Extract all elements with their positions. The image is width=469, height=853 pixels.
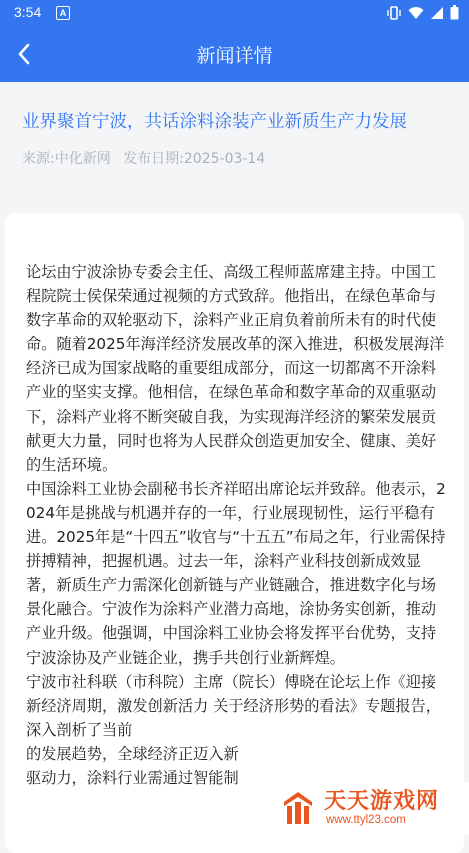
watermark	[272, 782, 469, 835]
watermark-url: www.ttyl23.com	[326, 814, 406, 826]
article-body	[26, 260, 450, 790]
article-card	[5, 213, 464, 853]
article-header	[0, 82, 469, 188]
app-bar	[0, 26, 469, 82]
cell-signal-icon	[430, 6, 444, 20]
article-paragraph: 宁波市社科联（市科院）主席（院长）傅晓在论坛上作《迎接新经济周期，激发创新活力 关于经济形势的看法》专题报告，深入剖析了当前	[26, 672, 441, 739]
article-paragraph: 的发展趋势，全球经济正迈入新	[26, 744, 239, 763]
article-meta	[22, 148, 265, 168]
vibrate-icon	[386, 6, 402, 20]
article-paragraph: 驱动力，涂料行业需通过智能制	[26, 768, 239, 787]
article-paragraph: 中国涂料工业协会副秘书长齐祥昭出席论坛并致辞。他表示，2024年是挑战与机遇并存的一年，行业展现韧性，运行平稳有进。2025年是“十四五”收官与“十五五”布局之年，行业需保持拼搏精神，把握机遇。过去一年，涂料产业科技创新成效显著，新质生产力需深化创新链与产业链融合，推进数字化与场景化融合。宁波作为涂料产业潜力高地，涂协务实创新，推动产业升级。他强调，中国涂料工业协会将发挥平台优势，支持宁波涂协及产业链企业，携手共创行业新辉煌。	[26, 479, 446, 667]
article-publish-date: 发布日期:2025-03-14	[123, 151, 266, 167]
article-paragraph: 论坛由宁波涂协专委会主任、高级工程师蓝席建主持。中国工程院院士侯保荣通过视频的方式致辞。他指出，在绿色革命与数字革命的双轮驱动下，涂料产业正肩负着前所未有的时代使命。随着2025年海洋经济发展改革的深入推进，积极发展海洋经济已成为国家战略的重要组成部分，而这一切都离不开涂料产业的坚实支撑。他相信，在绿色革命和数字革命的双重驱动下，涂料产业将不断突破自我，为实现海洋经济的繁荣发展贡献更大力量，同时也将为人民群众创造更加安全、健康、美好的生活环境。	[26, 263, 445, 474]
article-headline: 业界聚首宁波，共话涂料涂装产业新质生产力发展	[22, 112, 407, 132]
watermark-logo-icon	[278, 788, 318, 828]
watermark-name: 天天游戏网	[324, 789, 440, 814]
battery-icon	[450, 5, 459, 20]
article-source: 来源:中化新网	[22, 151, 111, 167]
wifi-icon	[408, 6, 424, 20]
status-bar	[0, 0, 469, 26]
status-time: 3:54	[14, 4, 42, 20]
notification-a-icon: A	[56, 6, 70, 20]
page-title: 新闻详情	[196, 46, 273, 67]
